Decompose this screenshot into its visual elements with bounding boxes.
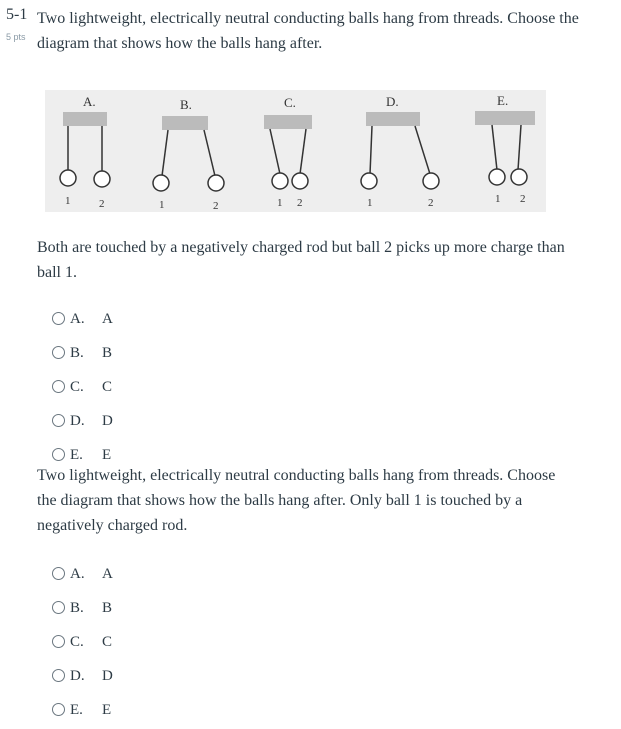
radio-icon[interactable] — [52, 448, 65, 461]
panel-a-ball-2-label: 2 — [99, 198, 105, 210]
option-letter: A. — [70, 310, 85, 327]
option-text: E — [102, 446, 112, 463]
panel-e — [475, 93, 535, 205]
panel-c — [264, 95, 312, 209]
panel-b-ball-1-label: 1 — [159, 199, 165, 211]
answer-options-part1 — [52, 302, 113, 472]
panel-e-ball-2 — [511, 169, 527, 185]
option-text: E — [102, 701, 112, 718]
option-text: D — [102, 667, 113, 684]
panel-c-ball-2-label: 2 — [297, 197, 303, 209]
panel-b-support — [162, 116, 208, 130]
panel-c-thread-1 — [270, 129, 280, 174]
option-letter: E. — [70, 446, 83, 463]
option-e-part2[interactable] — [52, 693, 113, 727]
option-letter: B. — [70, 344, 84, 361]
radio-icon[interactable] — [52, 601, 65, 614]
panel-d-ball-1-label: 1 — [367, 197, 373, 209]
part2-question-text: Two lightweight, electrically neutral conducting balls hang from threads. Choose the diagram that shows how the balls hang after. Only ball 1 is touched by a negatively charged rod. — [37, 467, 556, 534]
option-a-part1[interactable] — [52, 302, 113, 336]
panel-d-label: D. — [386, 94, 399, 109]
radio-icon[interactable] — [52, 567, 65, 580]
option-letter: A. — [70, 565, 85, 582]
option-letter: D. — [70, 667, 85, 684]
question-number: 5-1 — [6, 6, 28, 23]
question-intro-text: Two lightweight, electrically neutral conducting balls hang from threads. Choose the diagram that shows how the balls hang after. — [37, 10, 579, 52]
pendulum-diagram — [45, 90, 546, 212]
panel-c-thread-2 — [300, 129, 306, 174]
panel-b-thread-2 — [204, 130, 215, 176]
panel-d-ball-1 — [361, 173, 377, 189]
option-text: C — [102, 633, 113, 650]
panel-a-ball-2 — [94, 171, 110, 187]
panel-b-thread-1 — [162, 130, 168, 176]
panel-e-support — [475, 111, 535, 125]
panel-e-thread-1 — [492, 125, 497, 170]
panel-c-ball-2 — [292, 173, 308, 189]
panel-c-support — [264, 115, 312, 129]
answer-options-part2 — [52, 557, 113, 727]
option-a-part2[interactable] — [52, 557, 113, 591]
panel-d-support — [366, 112, 420, 126]
panel-e-ball-2-label: 2 — [520, 193, 526, 205]
part1-question-text: Both are touched by a negatively charged rod but ball 2 picks up more charge than ball 1. — [37, 239, 565, 281]
panel-a-ball-1 — [60, 170, 76, 186]
radio-icon[interactable] — [52, 380, 65, 393]
option-c-part2[interactable] — [52, 625, 113, 659]
panel-e-ball-1-label: 1 — [495, 193, 501, 205]
panel-a-support — [63, 112, 107, 126]
panel-c-ball-1 — [272, 173, 288, 189]
question-points: 5 pts — [6, 32, 26, 42]
panel-b-ball-1 — [153, 175, 169, 191]
radio-icon[interactable] — [52, 635, 65, 648]
option-letter: C. — [70, 378, 84, 395]
option-letter: B. — [70, 599, 84, 616]
option-d-part1[interactable] — [52, 404, 113, 438]
option-text: B — [102, 599, 113, 616]
panel-c-ball-1-label: 1 — [277, 197, 283, 209]
panel-b — [153, 97, 224, 212]
radio-icon[interactable] — [52, 414, 65, 427]
panel-a-ball-1-label: 1 — [65, 195, 71, 207]
panel-d-thread-1 — [370, 126, 372, 174]
option-b-part2[interactable] — [52, 591, 113, 625]
radio-icon[interactable] — [52, 346, 65, 359]
option-text: D — [102, 412, 113, 429]
option-letter: D. — [70, 412, 85, 429]
panel-e-label: E. — [497, 93, 509, 108]
option-b-part1[interactable] — [52, 336, 113, 370]
option-letter: C. — [70, 633, 84, 650]
panel-a-label: A. — [83, 94, 96, 109]
panel-e-ball-1 — [489, 169, 505, 185]
panel-a — [60, 94, 110, 210]
radio-icon[interactable] — [52, 703, 65, 716]
panel-b-ball-2-label: 2 — [213, 200, 219, 212]
radio-icon[interactable] — [52, 312, 65, 325]
panel-d-thread-2 — [415, 126, 430, 174]
panel-e-thread-2 — [518, 125, 521, 170]
panel-b-label: B. — [180, 97, 192, 112]
option-text: A — [102, 310, 113, 327]
option-text: A — [102, 565, 113, 582]
option-text: C — [102, 378, 113, 395]
panel-c-label: C. — [284, 95, 296, 110]
option-d-part2[interactable] — [52, 659, 113, 693]
panel-d-ball-2-label: 2 — [428, 197, 434, 209]
panel-b-ball-2 — [208, 175, 224, 191]
radio-icon[interactable] — [52, 669, 65, 682]
option-text: B — [102, 344, 113, 361]
option-letter: E. — [70, 701, 83, 718]
panel-d — [361, 94, 439, 209]
panel-d-ball-2 — [423, 173, 439, 189]
option-c-part1[interactable] — [52, 370, 113, 404]
